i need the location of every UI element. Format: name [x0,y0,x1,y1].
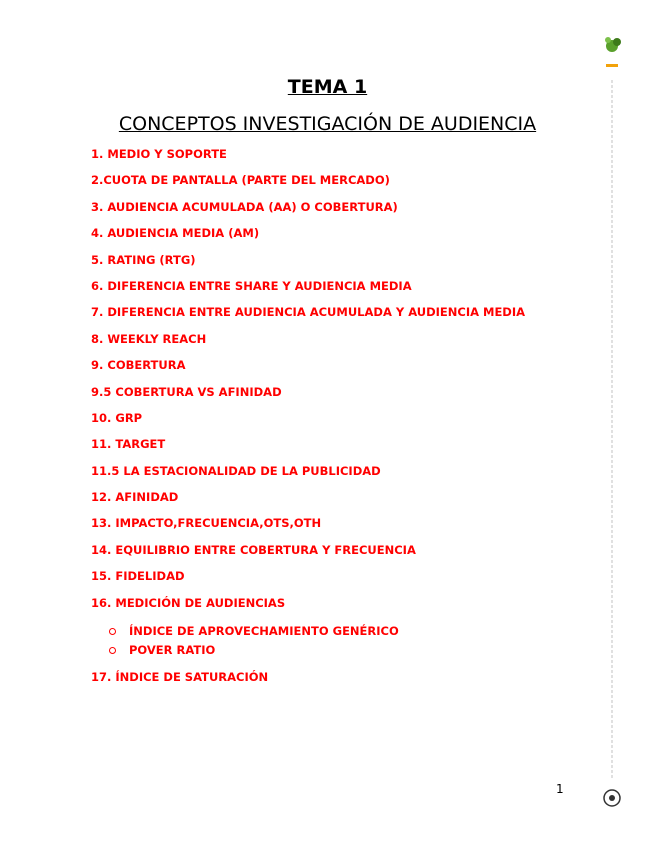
list-item: 6. DIFERENCIA ENTRE SHARE Y AUDIENCIA MEDIA [91,278,412,293]
list-item: 12. AFINIDAD [91,490,179,505]
circle-bullet-icon [109,647,116,654]
list-item: 10. GRP [91,410,143,425]
list-item: 17. ÍNDICE DE SATURACIÓN [91,670,269,684]
list-item: 4. AUDIENCIA MEDIA (AM) [91,226,260,241]
list-item: 11.5 LA ESTACIONALIDAD DE LA PUBLICIDAD [91,463,381,478]
list-item: 13. IMPACTO,FRECUENCIA,OTS,OTH [91,516,322,531]
page-subtitle: CONCEPTOS INVESTIGACIÓN DE AUDIENCIA [118,113,537,135]
sub-list-item [109,624,399,638]
list-item: 8. WEEKLY REACH [91,331,207,346]
page-title: TEMA 1 [287,76,368,98]
sub-item-label: ÍNDICE DE APROVECHAMIENTO GENÉRICO [129,624,399,638]
sub-topic-list [109,624,399,662]
watermark-logo-icon [600,30,630,820]
list-item: 1. MEDIO Y SOPORTE [91,147,227,161]
watermark-sidebar [600,30,630,820]
list-item: 5. RATING (RTG) [91,252,196,267]
page-number: 1 [556,782,564,796]
list-item: 16. MEDICIÓN DE AUDIENCIAS [91,595,286,610]
list-item: 7. DIFERENCIA ENTRE AUDIENCIA ACUMULADA Y AUDIENCIA MEDIA [91,305,526,320]
list-item: 15. FIDELIDAD [91,569,185,584]
sub-list-item [109,643,399,657]
sub-item-label: POVER RATIO [129,643,216,657]
circle-bullet-icon [109,628,116,635]
list-item: 9. COBERTURA [91,358,186,373]
list-item: 2.CUOTA DE PANTALLA (PARTE DEL MERCADO) [91,173,390,188]
list-item: 9.5 COBERTURA VS AFINIDAD [91,384,282,399]
topic-list [91,147,525,622]
list-item: 14. EQUILIBRIO ENTRE COBERTURA Y FRECUENCIA [91,542,416,557]
list-item: 11. TARGET [91,437,166,452]
list-item: 3. AUDIENCIA ACUMULADA (AA) O COBERTURA) [91,199,398,214]
